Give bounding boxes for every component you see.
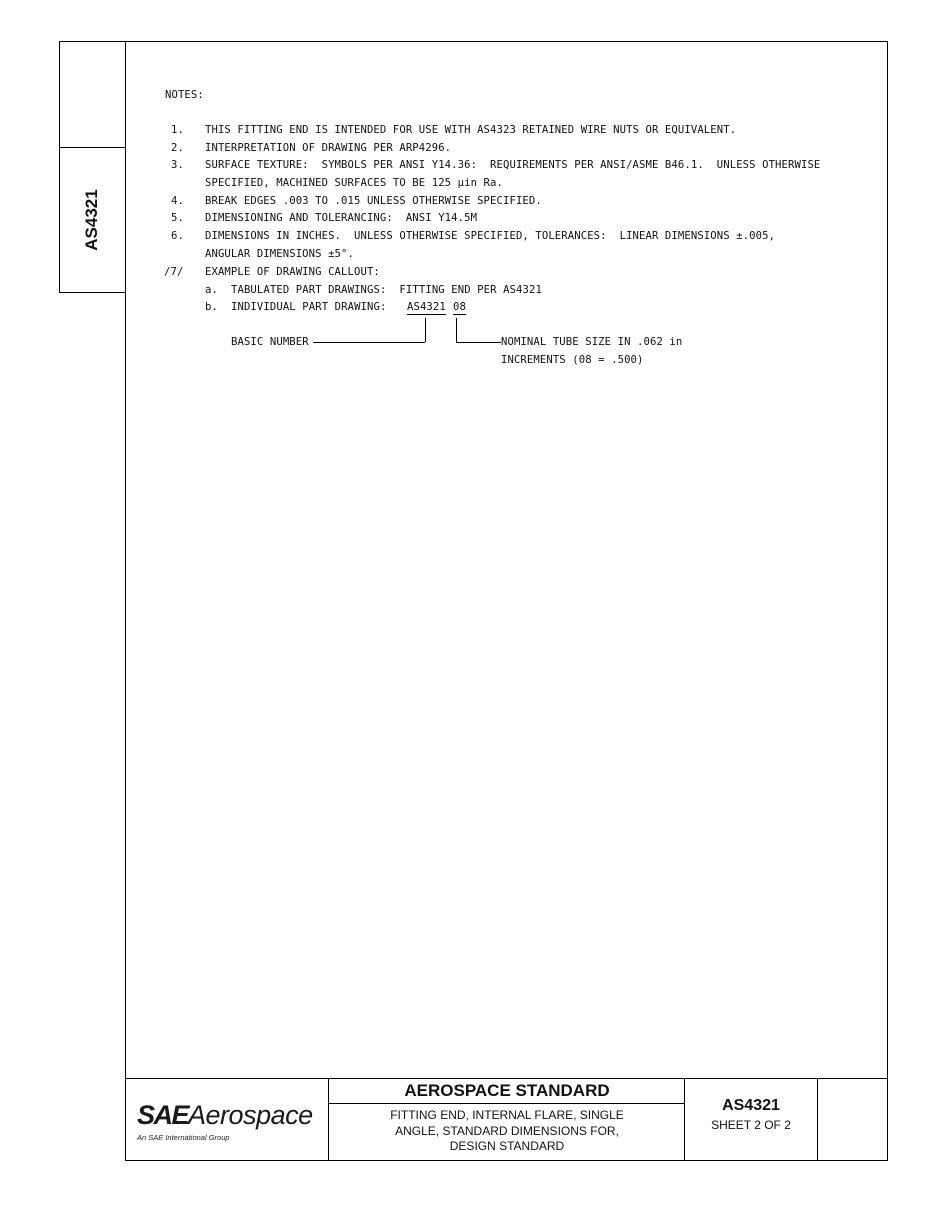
sheet-number: SHEET 2 OF 2: [711, 1118, 791, 1132]
tube-size-leader-vertical: [456, 318, 457, 342]
note-4-text: BREAK EDGES .003 TO .015 UNLESS OTHERWISE SPECIFIED.: [205, 195, 542, 207]
note-7a-text: TABULATED PART DRAWINGS: FITTING END PER AS4321: [231, 284, 542, 296]
side-tab: [59, 41, 126, 293]
note-7b-label: b.: [205, 301, 218, 313]
title-block-border: [125, 1078, 888, 1079]
logo-mark: SAE: [137, 1100, 189, 1130]
part-size-code: 08: [453, 301, 466, 313]
note-7a-label: a.: [205, 284, 218, 296]
note-4-number: 4.: [171, 195, 184, 207]
document-title-line: ANGLE, STANDARD DIMENSIONS FOR,: [395, 1123, 619, 1138]
title-block-divider: [817, 1078, 818, 1160]
basic-number-leader-vertical: [425, 318, 426, 342]
note-5-number: 5.: [171, 212, 184, 224]
notes-heading: NOTES:: [165, 89, 204, 101]
title-block-divider: [329, 1103, 685, 1104]
sae-aerospace-logo: [137, 1100, 313, 1131]
note-2-number: 2.: [171, 142, 184, 154]
document-title-line: FITTING END, INTERNAL FLARE, SINGLE: [390, 1108, 624, 1122]
note-2-text: INTERPRETATION OF DRAWING PER ARP4296.: [205, 142, 452, 154]
note-6-number: 6.: [171, 230, 184, 242]
note-6-text-line-1: DIMENSIONS IN INCHES. UNLESS OTHERWISE SPECIFIED, TOLERANCES: LINEAR DIMENSIONS ±.005,: [205, 230, 776, 242]
note-7-flag-number: /7/: [164, 266, 184, 278]
note-3-text-line-2: SPECIFIED, MACHINED SURFACES TO BE 125 μin Ra.: [205, 177, 503, 189]
logo-subtitle: An SAE International Group: [137, 1133, 230, 1142]
document-number: AS4321: [722, 1097, 780, 1114]
note-5-text: DIMENSIONING AND TOLERANCING: ANSI Y14.5M: [205, 212, 478, 224]
part-basic-number: AS4321: [407, 301, 446, 313]
note-1-number: 1.: [171, 124, 184, 136]
note-1-text: THIS FITTING END IS INTENDED FOR USE WITH AS4323 RETAINED WIRE NUTS OR EQUIVALENT.: [205, 124, 737, 136]
basic-number-leader-horizontal: [313, 342, 425, 343]
note-6-text-line-2: ANGULAR DIMENSIONS ±5°.: [205, 248, 354, 260]
note-7-text: EXAMPLE OF DRAWING CALLOUT:: [205, 266, 380, 278]
standard-type: AEROSPACE STANDARD: [404, 1081, 610, 1100]
logo-word: Aerospace: [188, 1100, 313, 1130]
side-document-id: AS4321: [82, 189, 101, 251]
note-7b-text: INDIVIDUAL PART DRAWING:: [231, 301, 387, 313]
document-title: [329, 1108, 685, 1155]
tube-size-label-line-2: INCREMENTS (08 = .500): [501, 354, 644, 366]
tube-size-label-line-1: NOMINAL TUBE SIZE IN .062 in: [501, 336, 683, 348]
basic-number-label: BASIC NUMBER: [231, 336, 309, 348]
document-title-line: DESIGN STANDARD: [449, 1139, 565, 1153]
note-3-number: 3.: [171, 159, 184, 171]
note-3-text-line-1: SURFACE TEXTURE: SYMBOLS PER ANSI Y14.36: REQUIREMENTS PER ANSI/ASME B46.1. UNLESS OTHERWISE: [205, 159, 821, 171]
tube-size-leader-horizontal: [456, 342, 501, 343]
drawing-frame: [125, 41, 888, 1161]
